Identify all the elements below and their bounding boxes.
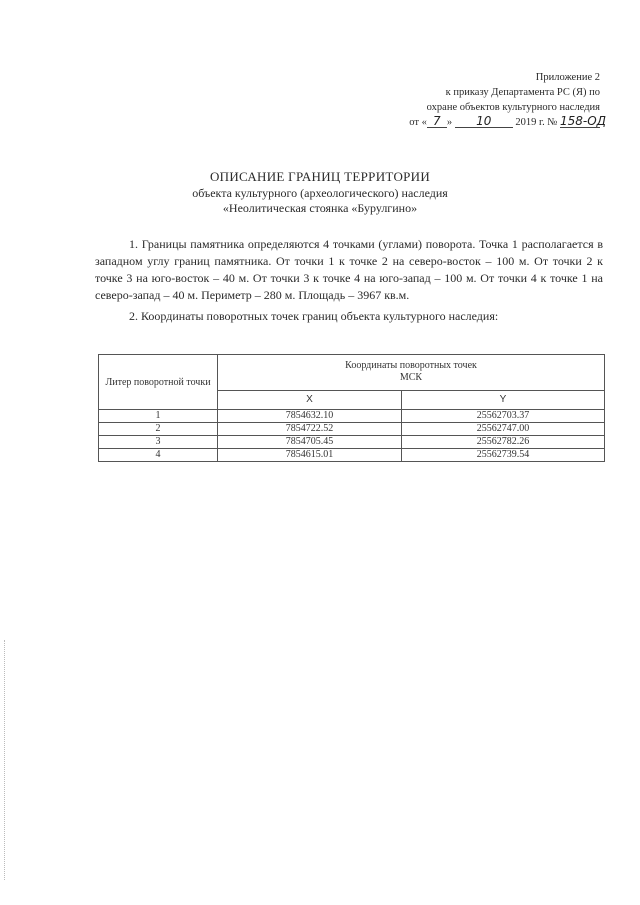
table-row bbox=[99, 410, 605, 423]
table-row bbox=[99, 423, 605, 436]
table-header-y: Y bbox=[401, 390, 604, 409]
table-header-coords-title: Координаты поворотных точек bbox=[345, 360, 477, 372]
table-header-x: X bbox=[218, 390, 402, 409]
table-row bbox=[99, 449, 605, 462]
table-header-coords bbox=[218, 355, 605, 391]
approval-date-line bbox=[409, 114, 607, 130]
coordinates-table bbox=[98, 354, 605, 462]
date-year: 2019 г. № bbox=[515, 117, 558, 128]
cell-y: 25562747.00 bbox=[401, 423, 604, 436]
scan-margin-marks bbox=[4, 640, 7, 880]
document-title: ОПИСАНИЕ ГРАНИЦ ТЕРРИТОРИИ bbox=[209, 169, 431, 184]
paragraph-coordinates-intro: 2. Координаты поворотных точек границ объекта культурного наследия: bbox=[129, 309, 499, 323]
cell-point: 4 bbox=[99, 449, 218, 462]
cell-x: 7854705.45 bbox=[218, 436, 402, 449]
approval-line-department: охране объектов культурного наследия bbox=[426, 102, 600, 113]
cell-x: 7854632.10 bbox=[218, 410, 402, 423]
date-day: 7 bbox=[427, 115, 447, 128]
date-month: 10 bbox=[455, 115, 513, 128]
cell-point: 3 bbox=[99, 436, 218, 449]
cell-x: 7854615.01 bbox=[218, 449, 402, 462]
document-body bbox=[95, 236, 603, 325]
cell-x: 7854722.52 bbox=[218, 423, 402, 436]
document-subtitle-object: объекта культурного (археологического) наследия bbox=[192, 186, 448, 200]
order-number: 158-ОД bbox=[560, 114, 607, 128]
cell-y: 25562703.37 bbox=[401, 410, 604, 423]
approval-block bbox=[409, 70, 607, 130]
table-row bbox=[99, 436, 605, 449]
table-header-liter: Литер поворотной точки bbox=[99, 355, 218, 410]
cell-y: 25562739.54 bbox=[401, 449, 604, 462]
cell-point: 2 bbox=[99, 423, 218, 436]
date-mid: » bbox=[446, 117, 453, 128]
document-title-block bbox=[0, 168, 640, 216]
document-subtitle-name: «Неолитическая стоянка «Бурулгино» bbox=[222, 201, 418, 215]
date-prefix: от « bbox=[409, 117, 427, 128]
approval-line-appendix: Приложение 2 bbox=[535, 72, 600, 83]
cell-y: 25562782.26 bbox=[401, 436, 604, 449]
cell-point: 1 bbox=[99, 410, 218, 423]
approval-line-order: к приказу Департамента РС (Я) по bbox=[445, 87, 600, 98]
table-header-coords-system: МСК bbox=[399, 372, 423, 384]
paragraph-boundaries: 1. Границы памятника определяются 4 точками (углами) поворота. Точка 1 располагается в западном углу границ памятника. От точки 1 к точке 2 на северо-восток – 100 м. От точки 2 к точке 3 на юго-восток – 40 м. От точки 3 к точке 4 на юго-запад – 100 м. От точки 4 к точке 1 на северо-запад – 40 м. Периметр – 280 м. Площадь – 3967 кв.м. bbox=[95, 237, 603, 302]
